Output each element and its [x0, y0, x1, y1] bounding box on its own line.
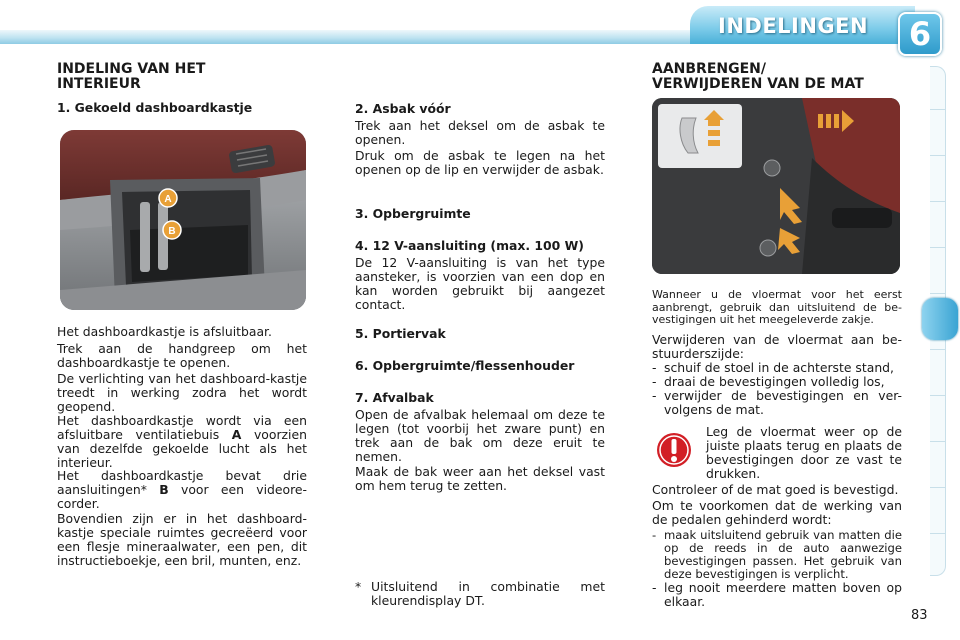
list-dash: -: [652, 374, 657, 389]
remove-step-2: [652, 375, 902, 389]
remove-step-3: [652, 389, 902, 417]
prevent-step-1: [652, 529, 902, 581]
section-title-line-1: INDELING VAN HET: [57, 61, 206, 77]
footnote-mark: *: [355, 579, 362, 594]
list-dash: -: [652, 360, 657, 375]
mat-section-title-line-2: VERWIJDEREN VAN DE MAT: [652, 76, 864, 92]
paragraph-connections: [57, 469, 307, 511]
paragraph-mat-remove-title: Verwijderen van de vloermat aan be-stuurderszijde:: [652, 332, 902, 361]
footnote-text: Uitsluitend in combinatie met kleurendisplay DT.: [371, 579, 605, 608]
item-2-heading: 2. Asbak vóór: [355, 101, 451, 116]
glovebox-photo: [60, 130, 306, 310]
ventilation-text-b: voorzien van dezelfde gekoelde lucht als het interieur.: [57, 427, 307, 470]
remove-step-1: [652, 361, 902, 375]
item-1-heading: 1. Gekoeld dashboardkastje: [57, 100, 253, 115]
item-6-heading: 6. Opbergruimte/flessenhouder: [355, 358, 575, 373]
paragraph-lockable: Het dashboardkastje is afsluitbaar.: [57, 324, 272, 339]
list-dash: -: [652, 388, 657, 403]
paragraph-handle: Trek aan de handgreep om het dashboardkastje te openen.: [57, 341, 307, 370]
chapter-index-active-tab[interactable]: [922, 298, 958, 340]
item-7-heading: 7. Afvalbak: [355, 390, 434, 405]
paragraph-ashtray-empty: Druk om de asbak te legen na het openen op de lip en verwijder de asbak.: [355, 148, 605, 177]
item-5-heading: 5. Portiervak: [355, 326, 446, 341]
floor-mat-photo: [652, 98, 900, 274]
remove-step-text: verwijder de bevestigingen en ver-volgens de mat.: [664, 388, 902, 417]
paragraph-pedals-title: Om te voorkomen dat de werking van de pedalen gehinderd wordt:: [652, 498, 902, 527]
page-header: [0, 0, 960, 53]
paragraph-mat-check: Controleer of de mat goed is bevestigd.: [652, 482, 899, 497]
prevent-step-text: leg nooit meerdere matten boven op elkaar.: [664, 580, 902, 609]
ventilation-ref-a: A: [231, 427, 242, 442]
paragraph-12v-socket: De 12 V-aansluiting is van het type aansteker, is voorzien van een dop en kan worden gebruikt bij aangezet contact.: [355, 255, 605, 312]
paragraph-lighting: De verlichting van het dashboard-kastje treedt in werking zodra het wordt geopend.: [57, 371, 307, 414]
remove-step-text: draai de bevestigingen volledig los,: [664, 374, 885, 389]
connections-text-a: Het dashboardkastje bevat drie aansluitingen*: [57, 468, 307, 497]
prevent-step-text: maak uitsluitend gebruik van matten die op de reeds in de auto aanwezige bevestigingen passen. Het gebruik van deze bevestigingen is verplicht.: [664, 528, 902, 581]
paragraph-mat-first-fit: Wanneer u de vloermat voor het eerst aanbrengt, gebruik dan uitsluitend de be-vestigingen uit het meegeleverde zakje.: [652, 288, 902, 326]
paragraph-ashtray-open: Trek aan het deksel om de asbak te openen.: [355, 118, 605, 147]
warning-icon: [654, 430, 694, 470]
chapter-title: INDELINGEN: [718, 14, 869, 38]
item-3-heading: 3. Opbergruimte: [355, 206, 471, 221]
item-4-heading: 4. 12 V-aansluiting (max. 100 W): [355, 238, 584, 253]
callout-b-label: B: [168, 226, 176, 237]
ventilation-text-a: Het dashboardkastje wordt via een afsluitbare ventilatiebuis: [57, 413, 307, 442]
connections-ref-b: B: [159, 482, 169, 497]
prevent-step-2: [652, 581, 902, 609]
paragraph-bin-refit: Maak de bak weer aan het deksel vast om hem terug te zetten.: [355, 464, 605, 493]
paragraph-ventilation: [57, 414, 307, 470]
mat-section-title-line-1: AANBRENGEN/: [652, 61, 767, 77]
paragraph-storage-spaces: Bovendien zijn er in het dashboard-kastje speciale ruimtes gecreëerd voor een flesje mineraalwater, een pen, dit instructieboekje, een bril, munten, enz.: [57, 511, 307, 568]
page-number: 83: [911, 608, 928, 623]
list-dash: -: [652, 528, 657, 542]
paragraph-bin-empty: Open de afvalbak helemaal om deze te legen (tot voorbij het zware punt) en trek aan de bak om deze eruit te nemen.: [355, 407, 605, 464]
floor-mat-illustration: [652, 98, 900, 274]
remove-step-text: schuif de stoel in de achterste stand,: [664, 360, 894, 375]
warning-text: Leg de vloermat weer op de juiste plaats terug en plaats de bevestigingen door ze vast te drukken.: [706, 424, 902, 481]
list-dash: -: [652, 580, 657, 595]
chapter-number-badge: 6: [898, 12, 942, 56]
callout-a-label: A: [164, 194, 172, 205]
footnote: [355, 580, 605, 608]
glovebox-illustration: [60, 130, 306, 310]
section-title-line-2: INTERIEUR: [57, 76, 141, 92]
connections-text-b: voor een videore-corder.: [57, 482, 307, 511]
